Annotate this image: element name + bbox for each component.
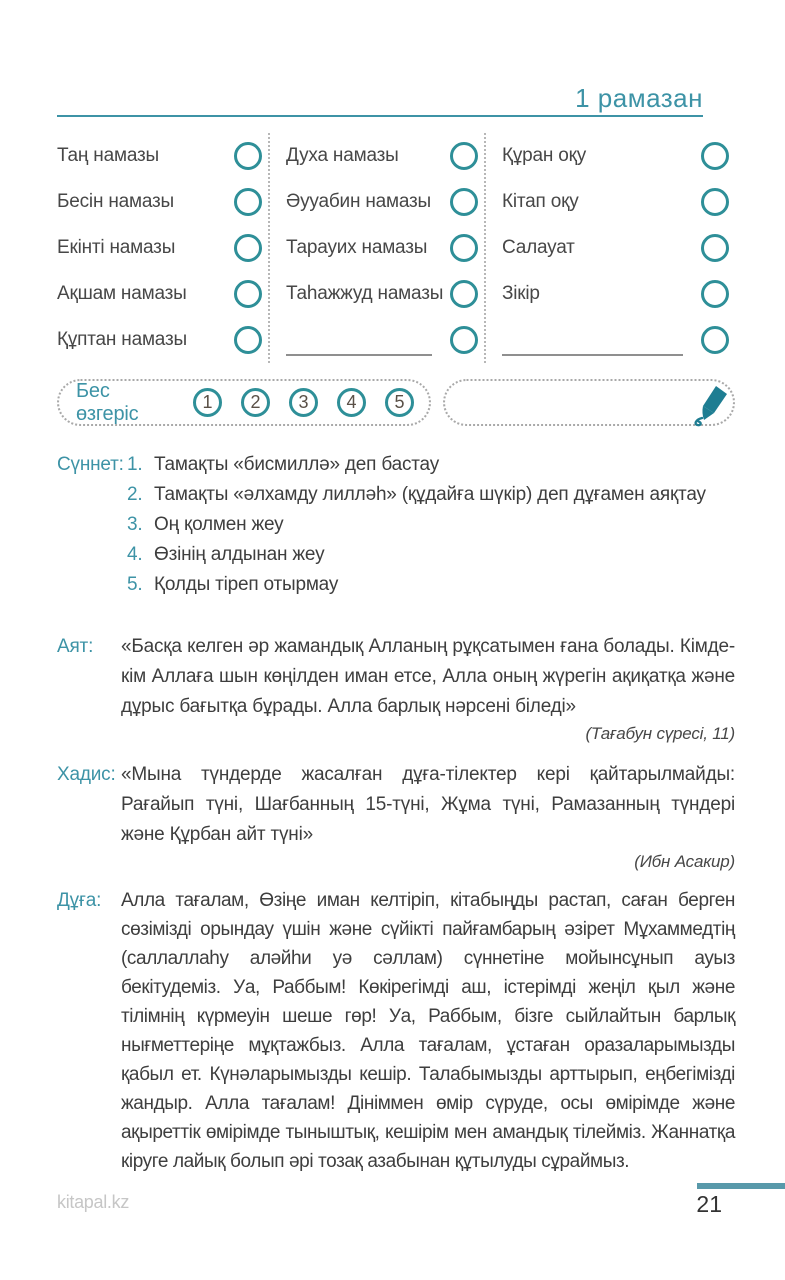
checklist-row — [286, 179, 484, 225]
ayat-body — [121, 632, 735, 746]
sunnet-item-text: Оң қолмен жеу — [154, 514, 284, 535]
page-title: 1 рамазан — [575, 83, 703, 113]
checklist-row — [502, 225, 735, 271]
sunnet-item-number: 1. — [127, 454, 143, 475]
ayat-label: Аят: — [57, 636, 94, 657]
checkbox-circle[interactable] — [234, 142, 262, 170]
checklist-column-fard — [57, 133, 268, 363]
change-circle-1[interactable]: 1 — [193, 388, 222, 417]
checklist-row — [502, 133, 735, 179]
checklist-row-blank — [286, 317, 484, 363]
sunnet-item-text: Қолды тіреп отырмау — [154, 574, 339, 595]
checkbox-circle[interactable] — [701, 326, 729, 354]
dugha-text: Алла тағалам, Өзіңе иман келтіріп, кітабыңды растап, саған берген сөзімізді орындау үшін және сүйікті пайғамбарың әзірет Мұхаммедтің (саллаллаһу аләйһи уә сәллам) сүннетіне мойынсұнып ауыз бекітудеміз. Уа, Раббым! Көкірегімді аш, істерімді жеңіл қыл және тілімнің күрмеуін шеше гөр! Уа, Раббым, бізге сыйлайтын барлық нығметтеріңе мұқтажбыз. Алла тағалам, ұстаған оразаларымызды қабыл ет. Күнәларымызды кешір. Талабымызды арттырып, еңбегімізді жандыр. Алла тағалам! Дініммен өмір сүруде, осы өмірімде және ақыреттік өмірімде тыныштық, кешірім мен амандық тілейміз. Жаннатқа кіруге лайық болып әрі тозақ азабынан құтылуды сұраймыз. — [121, 890, 735, 1172]
checklist-row — [57, 225, 268, 271]
hadis-section — [57, 760, 735, 874]
sunnet-item — [121, 450, 735, 480]
ayat-quote: «Басқа келген әр жамандық Алланың рұқсатымен ғана болады. Кімде-кім Аллаға шын көңілден иман етсе, Алла оның жүрегін ақиқатқа және дұрыс бағытқа бұрады. Алла барлық нәрсені біледі» — [121, 636, 735, 717]
prayer-label: Таң намазы — [57, 145, 159, 166]
checkbox-circle[interactable] — [234, 280, 262, 308]
deed-label: Салауат — [502, 237, 575, 258]
checkbox-circle[interactable] — [234, 234, 262, 262]
write-in-line[interactable] — [502, 354, 683, 356]
sunnet-item-number: 3. — [127, 514, 143, 535]
checkbox-circle[interactable] — [450, 188, 478, 216]
checklist-row — [57, 179, 268, 225]
prayer-label: Әууабин намазы — [286, 191, 431, 212]
deed-label: Кітап оқу — [502, 191, 579, 212]
checklist-column-deeds — [484, 133, 735, 363]
checklist-row — [57, 271, 268, 317]
checklist-row — [502, 271, 735, 317]
deed-label: Зікір — [502, 283, 540, 304]
checkbox-circle[interactable] — [450, 280, 478, 308]
checkbox-circle[interactable] — [701, 188, 729, 216]
footer-accent-bar — [697, 1183, 785, 1189]
prayer-label: Тарауих намазы — [286, 237, 428, 258]
change-circle-5[interactable]: 5 — [385, 388, 414, 417]
checklist-row — [286, 225, 484, 271]
checkbox-circle[interactable] — [701, 142, 729, 170]
checklist-row — [286, 133, 484, 179]
prayer-label: Таһажжуд намазы — [286, 283, 444, 304]
checklist-column-nafl — [268, 133, 484, 363]
prayer-label: Құптан намазы — [57, 329, 187, 350]
sunnet-item — [121, 540, 735, 570]
sunnet-item-text: Тамақты «бисмиллә» деп бастау — [154, 454, 439, 475]
checkbox-circle[interactable] — [701, 234, 729, 262]
dugha-label: Дұға: — [57, 890, 102, 911]
sunnet-item-number: 2. — [127, 484, 143, 505]
dugha-section — [57, 886, 735, 1176]
checkbox-circle[interactable] — [234, 188, 262, 216]
prayer-label: Духа намазы — [286, 145, 399, 166]
checklist-row — [502, 179, 735, 225]
checklist-row — [286, 271, 484, 317]
sunnet-section — [57, 450, 735, 600]
sunnet-item — [121, 510, 735, 540]
five-changes-row — [57, 379, 735, 426]
hadis-body — [121, 760, 735, 874]
prayer-label: Бесін намазы — [57, 191, 174, 212]
five-changes-box — [57, 379, 431, 426]
checkbox-circle[interactable] — [234, 326, 262, 354]
checklist-row — [57, 133, 268, 179]
answer-write-box[interactable] — [443, 379, 735, 426]
sunnet-item-number: 5. — [127, 574, 143, 595]
sunnet-item — [121, 570, 735, 600]
sunnet-list — [121, 450, 735, 600]
pen-writing-icon — [689, 383, 731, 429]
sunnet-item — [121, 480, 735, 510]
sunnet-item-number: 4. — [127, 544, 143, 565]
checkbox-circle[interactable] — [450, 234, 478, 262]
change-circle-3[interactable]: 3 — [289, 388, 318, 417]
prayer-label: Екінті намазы — [57, 237, 176, 258]
change-circle-2[interactable]: 2 — [241, 388, 270, 417]
page-number: 21 — [696, 1191, 722, 1217]
page-header — [57, 84, 703, 117]
hadis-label: Хадис: — [57, 764, 116, 785]
hadis-attribution: (Ибн Асакир) — [634, 852, 735, 871]
checklist-row — [57, 317, 268, 363]
prayer-checklist — [57, 133, 735, 363]
change-circle-4[interactable]: 4 — [337, 388, 366, 417]
prayer-label: Ақшам намазы — [57, 283, 187, 304]
sunnet-item-text: Өзінің алдынан жеу — [154, 544, 325, 565]
ayat-section — [57, 632, 735, 746]
checkbox-circle[interactable] — [450, 142, 478, 170]
sunnet-item-text: Тамақты «әлхамду лилләһ» (құдайға шүкір) деп дұғамен аяқтау — [154, 484, 706, 505]
hadis-quote: «Мына түндерде жасалған дұға-тілектер кері қайтарылмайды: Рағайып түні, Шағбанның 15-түні, Жұма түні, Рамазанның түндері және Құрбан айт түні» — [121, 764, 735, 845]
checkbox-circle[interactable] — [450, 326, 478, 354]
sunnet-label: Сүннет: — [57, 454, 124, 475]
publisher-site: kitapal.kz — [57, 1192, 130, 1212]
checklist-row-blank — [502, 317, 735, 363]
checkbox-circle[interactable] — [701, 280, 729, 308]
write-in-line[interactable] — [286, 354, 432, 356]
ayat-attribution: (Тағабун сүресі, 11) — [585, 724, 735, 743]
five-changes-label: Бес өзгеріс — [76, 379, 139, 425]
deed-label: Құран оқу — [502, 145, 587, 166]
